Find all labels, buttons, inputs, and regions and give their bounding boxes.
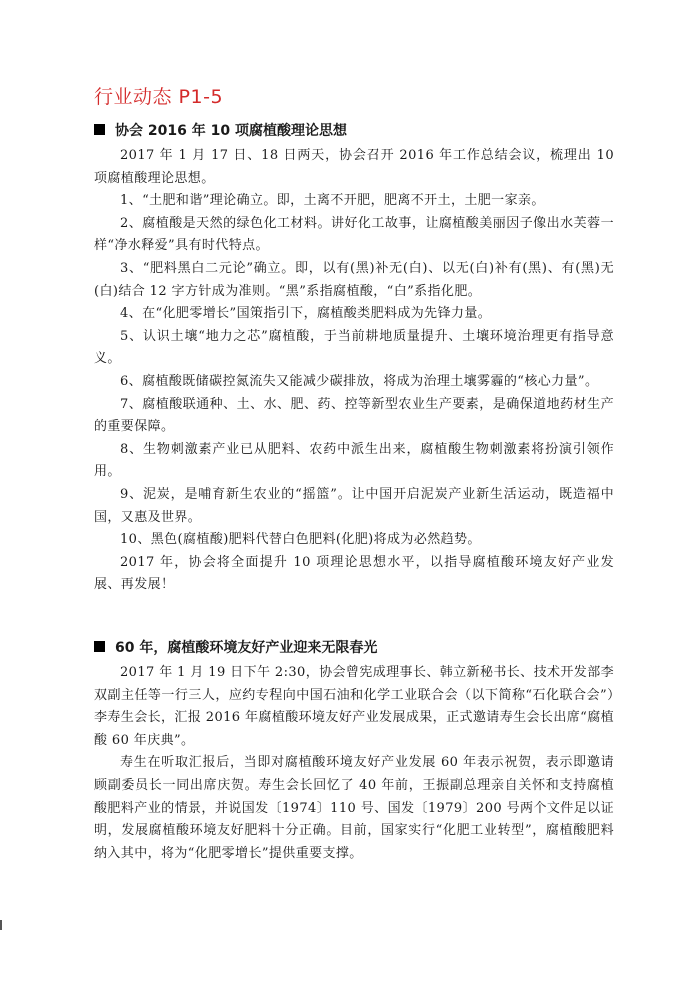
paragraph: 1、“土肥和谐”理论确立。即，土离不开肥，肥离不开土，土肥一家亲。 xyxy=(120,193,545,209)
square-bullet-icon xyxy=(94,641,105,652)
paragraph: 3、“肥料黑白二元论”确立。即，以有(黑)补无(白)、以无(白)补有(黑)、有(黑)无(白)结合 12 字方针成为准则。“黑”系指腐植酸，“白”系指化肥。 xyxy=(94,260,614,299)
paragraph: 4、在“化肥零增长”国策指引下，腐植酸类肥料成为先锋力量。 xyxy=(120,306,492,322)
paragraph: 寿生在听取汇报后，当即对腐植酸环境友好产业发展 60 年表示祝贺，表示即邀请顾副委员长一同出席庆贺。寿生会长回忆了 40 年前，王振副总理亲自关怀和支持腐植酸肥料产业的情景，并说国发〔1974〕110 号、国发〔1979〕200 号两个文件足以证明，发展腐植酸环境友好肥料十分正确。目前，国家实行“化肥工业转型”，腐植酸肥料纳入其中，将为“化肥零增长”提供重要支撑。 xyxy=(94,755,614,861)
paragraph: 9、泥炭，是哺育新生农业的“摇篮”。让中国开启泥炭产业新生活运动，既造福中国，又惠及世界。 xyxy=(94,486,614,525)
article-2-heading xyxy=(94,638,377,658)
paragraph: 10、黑色(腐植酸)肥料代替白色肥料(化肥)将成为必然趋势。 xyxy=(120,532,481,548)
square-bullet-icon xyxy=(94,124,105,135)
paragraph: 7、腐植酸联通种、土、水、肥、药、控等新型农业生产要素，是确保道地药材生产的重要保障。 xyxy=(94,396,614,435)
article-1-heading-text: 协会 2016 年 10 项腐植酸理论思想 xyxy=(115,123,347,139)
article-2-heading-text: 60 年，腐植酸环境友好产业迎来无限春光 xyxy=(115,640,378,656)
paragraph: 6、腐植酸既储碳控氮流失又能减少碳排放，将成为治理土壤雾霾的“核心力量”。 xyxy=(120,373,599,389)
paragraph: 2017 年 1 月 17 日、18 日两天，协会召开 2016 年工作总结会议，梳理出 10 项腐植酸理论思想。 xyxy=(94,148,614,186)
paragraph: 2017 年 1 月 19 日下午 2:30，协会曾宪成理事长、韩立新秘书长、技术开发部李双副主任等一行三人，应约专程向中国石油和化学工业联合会（以下简称“石化联合会”）李寿生会长，汇报 2016 年腐植酸环境友好产业发展成果，正式邀请寿生会长出席“腐植酸 60 年庆典”。 xyxy=(94,665,614,748)
paragraph: 8、生物刺激素产业已从肥料、农药中派生出来，腐植酸生物刺激素将扮演引领作用。 xyxy=(94,441,614,480)
paragraph: 2、腐植酸是天然的绿色化工材料。讲好化工故事，让腐植酸美丽因子像出水芙蓉一样“净水释爱”具有时代特点。 xyxy=(94,215,614,254)
article-1-body xyxy=(94,145,614,597)
section-title: 行业动态 P1-5 xyxy=(94,86,224,108)
article-1-heading xyxy=(94,121,347,141)
page-edge-mark xyxy=(0,920,2,930)
paragraph: 5、认识土壤“地力之芯”腐植酸，于当前耕地质量提升、土壤环境治理更有指导意义。 xyxy=(94,328,614,367)
article-2-body xyxy=(94,662,614,865)
paragraph: 2017 年，协会将全面提升 10 项理论思想水平，以指导腐植酸环境友好产业发展、再发展！ xyxy=(94,554,614,593)
